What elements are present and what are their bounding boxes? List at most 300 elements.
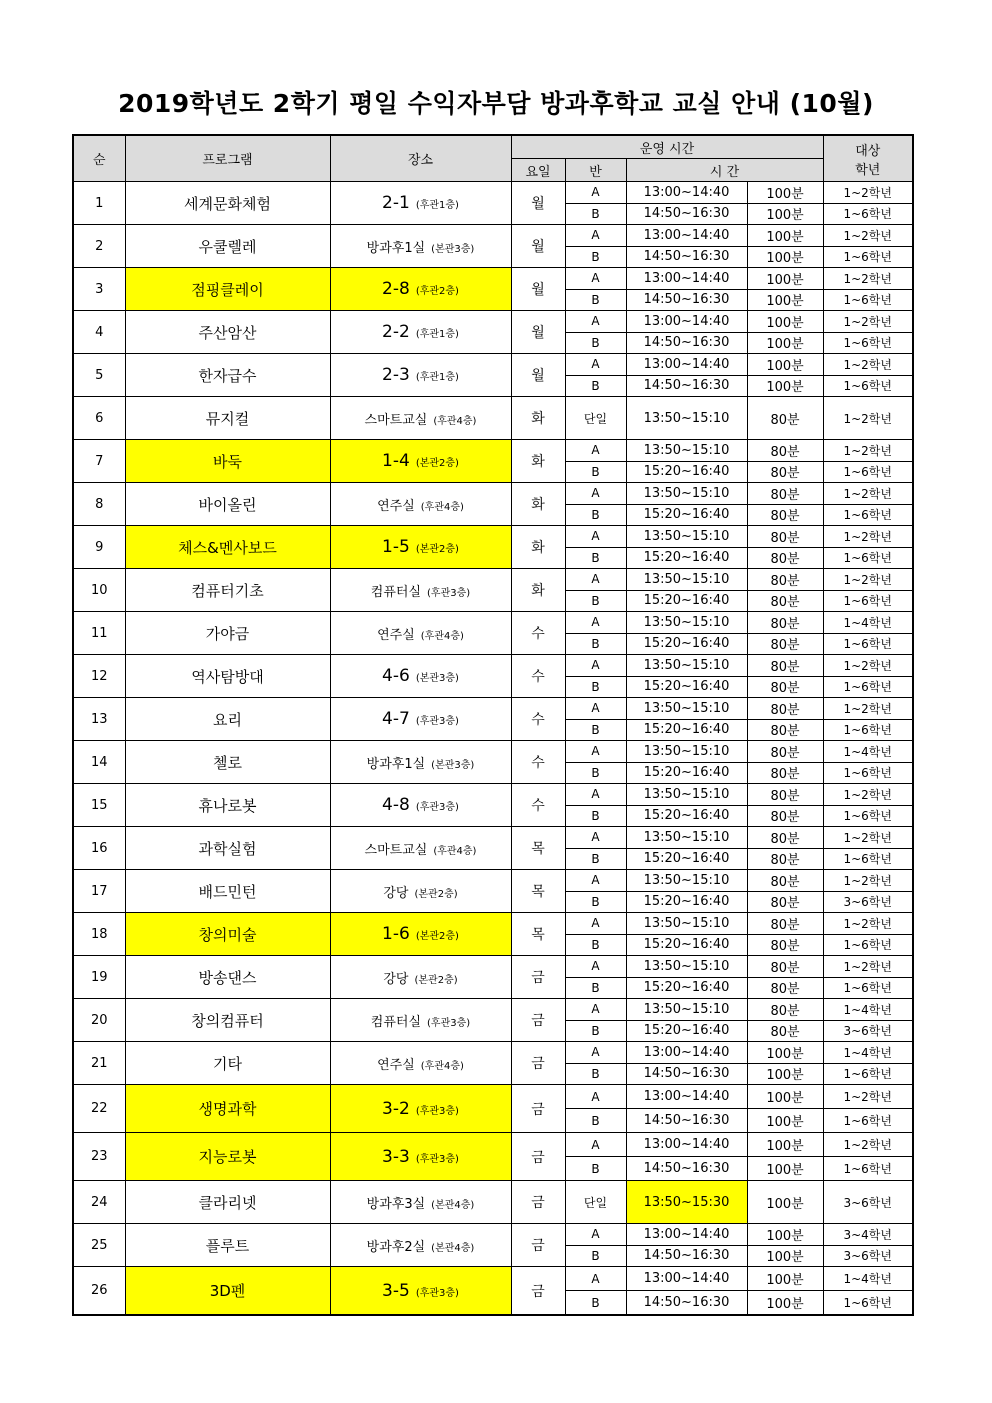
duration: 100분 [747,1085,823,1109]
location-floor: (후관1층) [415,200,459,211]
class-code: A [565,1224,626,1246]
class-code: A [565,698,626,720]
location [330,268,511,311]
duration: 100분 [747,1133,823,1157]
target-grade: 1~2학년 [823,870,913,892]
duration: 80분 [747,1020,823,1042]
duration: 80분 [747,827,823,849]
duration: 100분 [747,1224,823,1246]
target-grade: 1~2학년 [823,483,913,505]
row-number: 6 [73,397,125,440]
class-code: B [565,1109,626,1133]
row-number: 10 [73,569,125,612]
location-floor: (본관4층) [431,1242,475,1254]
location-room: 방과후2실 [366,1239,426,1255]
duration: 80분 [747,676,823,698]
class-code: A [565,870,626,892]
program-name: 역사탐방대 [125,655,330,698]
location-room: 컴퓨터실 [370,584,422,600]
time-range: 13:50~15:10 [626,612,747,634]
program-name: 컴퓨터기초 [125,569,330,612]
program-name: 체스&멘사보드 [125,526,330,569]
duration: 100분 [747,1181,823,1224]
class-code: A [565,526,626,548]
time-range: 13:50~15:10 [626,526,747,548]
location-room: 연주실 [377,627,415,643]
location-room: 방과후1실 [366,756,426,772]
class-code: A [565,655,626,677]
weekday: 월 [511,225,565,268]
row-number: 9 [73,526,125,569]
target-grade: 3~4학년 [823,1224,913,1246]
duration: 100분 [747,1291,823,1316]
duration: 100분 [747,1063,823,1085]
table-row [73,741,913,763]
time-range: 14:50~16:30 [626,1063,747,1085]
weekday: 수 [511,612,565,655]
row-number: 12 [73,655,125,698]
target-grade: 1~4학년 [823,1267,913,1291]
weekday: 금 [511,1042,565,1085]
duration: 100분 [747,268,823,290]
class-code: A [565,913,626,935]
duration: 80분 [747,891,823,913]
target-grade: 1~6학년 [823,1109,913,1133]
row-number: 25 [73,1224,125,1267]
class-code: B [565,1063,626,1085]
time-range: 14:50~16:30 [626,289,747,311]
location-floor: (본관2층) [414,888,458,900]
duration: 100분 [747,375,823,397]
location [330,1267,511,1316]
time-range: 14:50~16:30 [626,1109,747,1133]
class-code: A [565,784,626,806]
location-room: 4-8 [382,795,410,815]
class-code: B [565,676,626,698]
location [330,311,511,354]
location [330,827,511,870]
time-range: 13:50~15:10 [626,956,747,978]
target-grade: 1~4학년 [823,1042,913,1064]
table-row [73,569,913,591]
class-code: 단일 [565,1181,626,1224]
location [330,569,511,612]
location-floor: (본관3층) [431,759,475,771]
location-room: 1-6 [382,924,410,944]
duration: 80분 [747,483,823,505]
row-number: 3 [73,268,125,311]
time-range: 13:50~15:10 [626,483,747,505]
time-range: 15:20~16:40 [626,1020,747,1042]
target-grade: 1~6학년 [823,805,913,827]
time-range: 15:20~16:40 [626,891,747,913]
target-grade: 1~6학년 [823,934,913,956]
row-number: 4 [73,311,125,354]
location-floor: (본관4층) [431,1199,475,1211]
location-room: 4-6 [382,666,410,686]
target-grade: 1~2학년 [823,311,913,333]
time-range: 13:00~14:40 [626,1267,747,1291]
target-grade: 1~6학년 [823,332,913,354]
location-floor: (후관1층) [415,329,459,340]
duration: 80분 [747,999,823,1021]
weekday: 금 [511,1133,565,1181]
row-number: 22 [73,1085,125,1133]
class-code: A [565,612,626,634]
target-grade: 1~2학년 [823,397,913,440]
location-floor: (후관3층) [415,716,459,727]
location [330,913,511,956]
location [330,225,511,268]
location [330,956,511,999]
duration: 80분 [747,805,823,827]
target-grade: 1~2학년 [823,784,913,806]
table-row [73,483,913,505]
duration: 80분 [747,547,823,569]
location-floor: (본관3층) [415,673,459,684]
location-room: 컴퓨터실 [370,1014,422,1030]
duration: 100분 [747,246,823,268]
target-grade: 1~2학년 [823,569,913,591]
target-grade: 1~2학년 [823,1133,913,1157]
duration: 80분 [747,913,823,935]
location-floor: (후관2층) [415,286,459,297]
time-range: 13:50~15:10 [626,999,747,1021]
target-grade: 1~6학년 [823,203,913,225]
location-floor: (후관4층) [420,501,464,513]
program-name: 방송댄스 [125,956,330,999]
class-code: A [565,225,626,247]
location-floor: (본관3층) [431,243,475,255]
time-range: 13:00~14:40 [626,182,747,204]
time-range: 13:50~15:10 [626,827,747,849]
table-row [73,1181,913,1224]
time-range: 13:00~14:40 [626,311,747,333]
class-code: A [565,311,626,333]
time-range: 15:20~16:40 [626,719,747,741]
weekday: 화 [511,483,565,526]
table-row [73,311,913,333]
page-title: 2019학년도 2학기 평일 수익자부담 방과후학교 교실 안내 (10월) [118,89,874,118]
location-room: 1-5 [382,537,410,557]
duration: 80분 [747,848,823,870]
duration: 80분 [747,526,823,548]
location-floor: (후관4층) [433,415,477,427]
location-room: 1-4 [382,451,410,471]
class-code: A [565,1267,626,1291]
table-row [73,913,913,935]
table-row [73,999,913,1021]
class-code: B [565,934,626,956]
time-range: 13:00~14:40 [626,268,747,290]
location [330,1133,511,1181]
table-row [73,1042,913,1064]
weekday: 금 [511,1224,565,1267]
duration: 80분 [747,956,823,978]
table-row [73,1267,913,1291]
class-code: B [565,1245,626,1267]
location-room: 3-2 [382,1098,410,1119]
table-row [73,397,913,440]
location-room: 2-3 [382,365,410,385]
location-floor: (후관4층) [433,845,477,857]
time-range: 13:50~15:10 [626,655,747,677]
time-range: 13:50~15:10 [626,741,747,763]
weekday: 수 [511,784,565,827]
location [330,1085,511,1133]
location [330,999,511,1042]
duration: 100분 [747,203,823,225]
program-name: 플루트 [125,1224,330,1267]
target-grade: 1~2학년 [823,268,913,290]
table-row [73,1224,913,1246]
class-code: B [565,504,626,526]
location [330,526,511,569]
time-range: 15:20~16:40 [626,848,747,870]
target-grade: 3~6학년 [823,1245,913,1267]
location-room: 2-2 [382,322,410,342]
table-row [73,612,913,634]
program-name: 기타 [125,1042,330,1085]
target-grade: 1~2학년 [823,354,913,376]
target-grade: 1~6학년 [823,289,913,311]
target-grade: 1~6학년 [823,461,913,483]
class-code: A [565,354,626,376]
header-target [823,135,913,182]
program-name: 과학실험 [125,827,330,870]
target-grade: 1~6학년 [823,504,913,526]
target-grade: 1~4학년 [823,999,913,1021]
duration: 100분 [747,311,823,333]
duration: 80분 [747,590,823,612]
class-code: A [565,182,626,204]
program-name: 배드민턴 [125,870,330,913]
duration: 80분 [747,612,823,634]
schedule-table [72,134,914,1316]
row-number: 2 [73,225,125,268]
weekday: 월 [511,268,565,311]
table-row [73,440,913,462]
program-name: 바이올린 [125,483,330,526]
program-name: 한자급수 [125,354,330,397]
class-code: 단일 [565,397,626,440]
row-number: 8 [73,483,125,526]
row-number: 15 [73,784,125,827]
time-range: 15:20~16:40 [626,934,747,956]
duration: 80분 [747,504,823,526]
weekday: 금 [511,956,565,999]
header-class: 반 [565,159,626,182]
time-range: 13:50~15:10 [626,569,747,591]
table-row [73,526,913,548]
weekday: 화 [511,526,565,569]
location-room: 강당 [383,885,409,901]
target-grade: 1~6학년 [823,848,913,870]
row-number: 16 [73,827,125,870]
program-name: 점핑클레이 [125,268,330,311]
time-range: 15:20~16:40 [626,977,747,999]
class-code: B [565,246,626,268]
table-row [73,956,913,978]
duration: 100분 [747,1267,823,1291]
time-range: 14:50~16:30 [626,203,747,225]
location-floor: (후관3층) [427,587,471,599]
class-code: B [565,719,626,741]
duration: 100분 [747,332,823,354]
class-code: B [565,848,626,870]
time-range: 15:20~16:40 [626,676,747,698]
time-range: 15:20~16:40 [626,633,747,655]
header-location: 장소 [330,135,511,182]
weekday: 화 [511,397,565,440]
target-grade: 1~6학년 [823,1291,913,1316]
location-floor: (후관1층) [415,372,459,383]
time-range: 14:50~16:30 [626,1245,747,1267]
target-grade: 1~6학년 [823,375,913,397]
row-number: 5 [73,354,125,397]
target-grade: 1~6학년 [823,590,913,612]
header-operation-time: 운영 시간 [511,135,823,159]
weekday: 금 [511,1267,565,1316]
location-floor: (후관3층) [415,1153,459,1165]
program-name: 바둑 [125,440,330,483]
target-grade: 1~6학년 [823,719,913,741]
table-row [73,870,913,892]
location [330,182,511,225]
location [330,354,511,397]
header-target-line1: 대상 [855,143,881,159]
row-number: 26 [73,1267,125,1316]
location-room: 2-8 [382,279,410,299]
time-range: 15:20~16:40 [626,461,747,483]
location [330,784,511,827]
class-code: B [565,762,626,784]
duration: 80분 [747,655,823,677]
location-room: 방과후1실 [366,240,426,256]
duration: 80분 [747,870,823,892]
location [330,612,511,655]
time-range: 14:50~16:30 [626,1157,747,1181]
table-row [73,655,913,677]
program-name: 생명과학 [125,1085,330,1133]
header-no: 순 [73,135,125,182]
program-name: 창의미술 [125,913,330,956]
location-room: 스마트교실 [364,842,428,858]
program-name: 우쿨렐레 [125,225,330,268]
time-range: 15:20~16:40 [626,547,747,569]
row-number: 21 [73,1042,125,1085]
location-room: 3-5 [382,1280,410,1301]
class-code: A [565,827,626,849]
time-range: 14:50~16:30 [626,332,747,354]
weekday: 목 [511,913,565,956]
time-range: 15:20~16:40 [626,504,747,526]
program-name: 가야금 [125,612,330,655]
class-code: B [565,332,626,354]
duration: 80분 [747,741,823,763]
target-grade: 1~6학년 [823,977,913,999]
time-range: 14:50~16:30 [626,1291,747,1316]
time-range: 15:20~16:40 [626,805,747,827]
row-number: 14 [73,741,125,784]
program-name: 첼로 [125,741,330,784]
class-code: A [565,741,626,763]
row-number: 7 [73,440,125,483]
time-range: 13:00~14:40 [626,354,747,376]
duration: 80분 [747,698,823,720]
location-floor: (본관2층) [415,458,459,469]
class-code: A [565,440,626,462]
duration: 80분 [747,397,823,440]
location-room: 3-3 [382,1146,410,1167]
program-name: 세계문화체험 [125,182,330,225]
class-code: A [565,1133,626,1157]
time-range: 13:00~14:40 [626,1085,747,1109]
program-name: 휴나로봇 [125,784,330,827]
target-grade: 1~6학년 [823,1063,913,1085]
weekday: 수 [511,655,565,698]
location [330,440,511,483]
table-row [73,698,913,720]
weekday: 수 [511,698,565,741]
location [330,655,511,698]
duration: 100분 [747,289,823,311]
target-grade: 1~2학년 [823,956,913,978]
target-grade: 1~6학년 [823,633,913,655]
time-range: 13:50~15:30 [626,1181,747,1224]
duration: 80분 [747,784,823,806]
time-range: 13:50~15:10 [626,397,747,440]
weekday: 화 [511,569,565,612]
table-row [73,1133,913,1157]
target-grade: 1~6학년 [823,676,913,698]
table-row [73,784,913,806]
duration: 100분 [747,1157,823,1181]
target-grade: 1~6학년 [823,1157,913,1181]
location-room: 강당 [383,971,409,987]
row-number: 1 [73,182,125,225]
target-grade: 1~2학년 [823,440,913,462]
location-floor: (본관2층) [415,544,459,555]
class-code: B [565,977,626,999]
location-room: 방과후3실 [366,1196,426,1212]
header-time: 시 간 [626,159,823,182]
header-day: 요일 [511,159,565,182]
program-name: 클라리넷 [125,1181,330,1224]
time-range: 13:00~14:40 [626,1042,747,1064]
target-grade: 1~2학년 [823,526,913,548]
row-number: 24 [73,1181,125,1224]
duration: 100분 [747,1245,823,1267]
location [330,397,511,440]
duration: 100분 [747,1042,823,1064]
weekday: 목 [511,870,565,913]
table-row [73,182,913,204]
table-row [73,1085,913,1109]
duration: 100분 [747,1109,823,1133]
weekday: 금 [511,1181,565,1224]
location-room: 2-1 [382,193,410,213]
target-grade: 1~2학년 [823,827,913,849]
class-code: A [565,268,626,290]
target-grade: 1~2학년 [823,655,913,677]
location [330,483,511,526]
duration: 80분 [747,762,823,784]
weekday: 월 [511,354,565,397]
duration: 100분 [747,182,823,204]
class-code: A [565,483,626,505]
row-number: 23 [73,1133,125,1181]
